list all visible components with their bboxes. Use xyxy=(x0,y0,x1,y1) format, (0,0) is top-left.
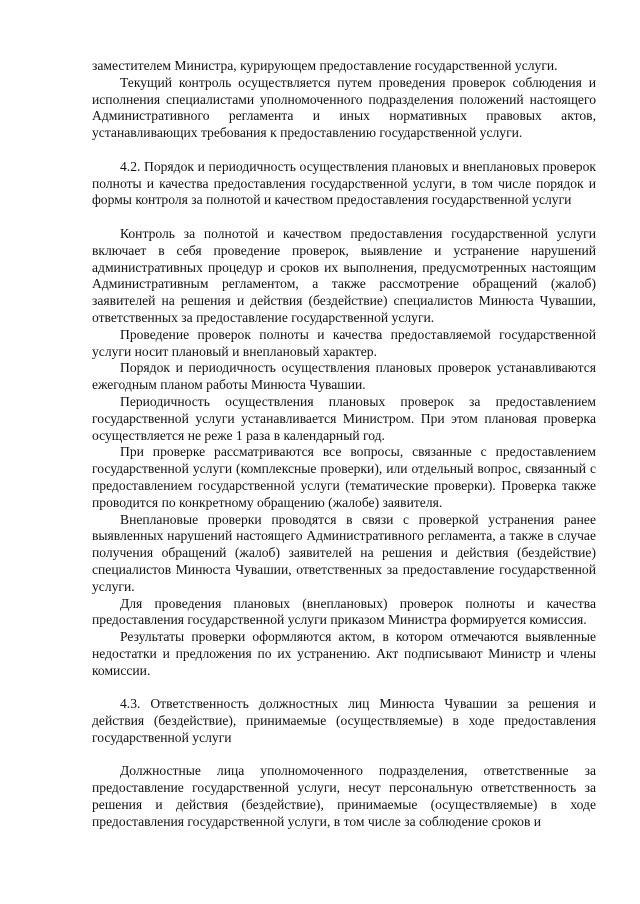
paragraph-unplanned-inspections: Внеплановые проверки проводятся в связи с проверкой устранения ранее выявленных нарушений настоящего Административного регламента, а также в случае получения обращений (жалоб) заявителей на решения и действия (бездействие) специалистов Минюста Чувашии, ответственных за предоставление государственной услуги. xyxy=(92,511,596,594)
section-heading-4-2: 4.2. Порядок и периодичность осуществления плановых и внеплановых проверок полноты и качества предоставления государственной услуги, в том числе порядок и формы контроля за полнотой и качеством предоставления государственной услуги xyxy=(92,158,596,208)
paragraph-commission: Для проведения плановых (внеплановых) проверок полноты и качества предоставления государственной услуги приказом Министра формируется комиссия. xyxy=(92,595,596,628)
paragraph-inspection-scope: При проверке рассматриваются все вопросы, связанные с предоставлением государственной услуги (комплексные проверки), или отдельный вопрос, связанный с предоставлением государственной услуги (тематические проверки). Проверка также проводится по конкретному обращению (жалобе) заявителя. xyxy=(92,444,596,510)
paragraph-inspections-nature: Проведение проверок полноты и качества предоставляемой государственной услуги носит плановый и внеплановый характер. xyxy=(92,326,596,359)
paragraph-planned-order: Порядок и периодичность осуществления плановых проверок устанавливаются ежегодным планом работы Минюста Чувашии. xyxy=(92,360,596,393)
paragraph-continuation: заместителем Министра, курирующем предоставление государственной услуги. xyxy=(92,58,558,73)
paragraph-planned-periodicity: Периодичность осуществления плановых проверок за предоставлением государственной услуги устанавливается Министром. При этом плановая проверка осуществляется не реже 1 раза в календарный год. xyxy=(92,393,596,443)
section-heading-4-3: 4.3. Ответственность должностных лиц Минюста Чувашии за решения и действия (бездействие), принимаемые (осуществляемые) в ходе предоставления государственной услуги xyxy=(92,696,596,745)
paragraph-officials-responsibility: Должностные лица уполномоченного подразделения, ответственные за предоставление государственной услуги, несут персональную ответственность за решения и действия (бездействие), принимаемые (осуществляемые) в ходе предоставления государственной услуги, в том числе за соблюдение сроков и xyxy=(92,763,596,829)
paragraph-current-control: Текущий контроль осуществляется путем проведения проверок соблюдения и исполнения специалистами уполномоченного подразделения положений настоящего Административного регламента и иных нормативных правовых актов, устанавливающих требования к предоставлению государственной услуги. xyxy=(92,74,596,141)
paragraph-quality-control: Контроль за полнотой и качеством предоставления государственной услуги включает в себя проведение проверок, выявление и устранение нарушений административных процедур и сроков их выполнения, предусмотренных настоящим Административным регламентом, а также рассмотрение обращений (жалоб) заявителей на решения и действия (бездействие) специалистов Минюста Чувашии, ответственных за предоставление государственной услуги. xyxy=(92,225,596,325)
paragraph-inspection-results: Результаты проверки оформляются актом, в котором отмечаются выявленные недостатки и предложения по их устранению. Акт подписывают Министр и члены комиссии. xyxy=(92,629,596,678)
